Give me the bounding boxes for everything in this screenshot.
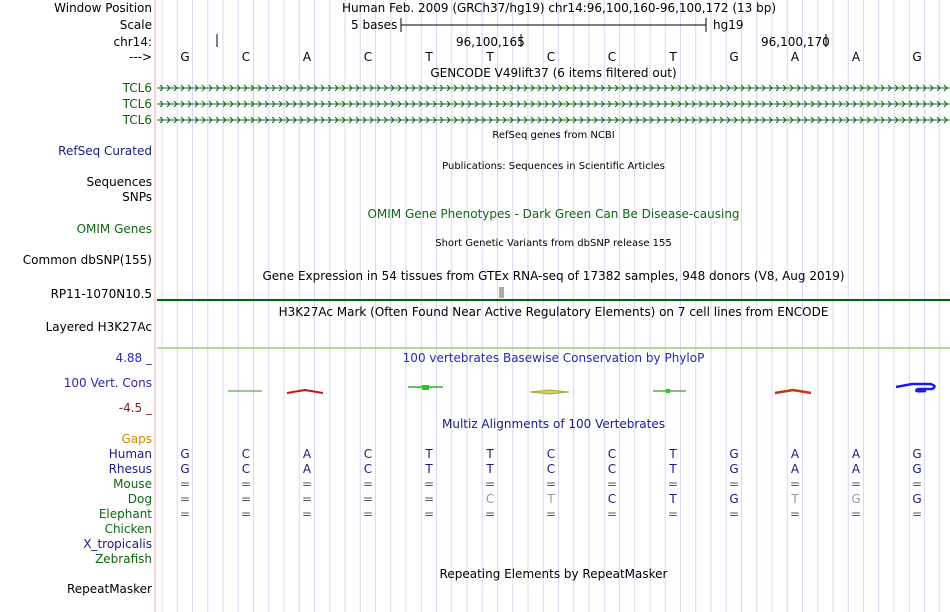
sequence-base: T <box>486 50 494 64</box>
sequence-base: G <box>180 50 190 64</box>
phylop-track-label[interactable]: 100 Vert. Cons <box>63 376 152 390</box>
species-base: A <box>851 447 861 461</box>
species-base: = <box>484 507 496 521</box>
species-base: = <box>240 507 252 521</box>
species-base: = <box>423 492 435 506</box>
species-base: T <box>486 447 494 461</box>
species-base: C <box>241 447 251 461</box>
species-base: C <box>363 447 373 461</box>
species-base: = <box>728 507 740 521</box>
species-base: T <box>547 492 555 506</box>
sequence-base: C <box>241 50 251 64</box>
species-base: = <box>240 477 252 491</box>
species-base: = <box>240 492 252 506</box>
species-base: C <box>485 492 495 506</box>
gencode-item-label[interactable]: TCL6 <box>122 113 152 127</box>
publications-snps-label[interactable]: SNPs <box>122 190 152 204</box>
species-label[interactable]: Chicken <box>104 522 152 536</box>
species-label[interactable]: Elephant <box>98 507 152 521</box>
species-base: C <box>607 447 617 461</box>
dbsnp-track-title: Short Genetic Variants from dbSNP release 155 <box>435 238 672 249</box>
species-base: = <box>850 477 862 491</box>
scale-assembly: hg19 <box>713 18 744 32</box>
phylop-mark <box>896 384 935 391</box>
omim-track-label[interactable]: OMIM Genes <box>76 222 152 236</box>
coordinate-label-1: 96,100,165 <box>456 35 525 49</box>
strand-label: ---> <box>128 50 152 64</box>
species-label[interactable]: Mouse <box>113 477 152 491</box>
species-base: = <box>423 507 435 521</box>
phylop-mark <box>287 390 323 393</box>
repeatmasker-track-title: Repeating Elements by RepeatMasker <box>439 567 668 581</box>
species-base: T <box>425 447 433 461</box>
species-base: A <box>851 462 861 476</box>
species-base: C <box>607 492 617 506</box>
publications-sequences-label[interactable]: Sequences <box>86 175 152 189</box>
species-base: = <box>362 477 374 491</box>
multiz-track-title: Multiz Alignments of 100 Vertebrates <box>441 417 666 431</box>
dbsnp-track-label[interactable]: Common dbSNP(155) <box>22 253 152 267</box>
species-base: C <box>607 462 617 476</box>
sequence-base: C <box>363 50 373 64</box>
species-base: G <box>912 462 922 476</box>
species-base: A <box>790 462 800 476</box>
species-base: T <box>486 462 494 476</box>
species-base: = <box>850 507 862 521</box>
species-label[interactable]: Zebrafish <box>95 552 152 566</box>
omim-track-title: OMIM Gene Phenotypes - Dark Green Can Be Disease-causing <box>367 207 740 221</box>
phylop-track-title: 100 vertebrates Basewise Conservation by PhyloP <box>402 351 705 365</box>
multiz-gaps-label[interactable]: Gaps <box>121 432 152 446</box>
phylop-max-value: 4.88 _ <box>115 351 152 365</box>
species-base: G <box>729 462 739 476</box>
species-base: T <box>425 462 433 476</box>
species-label[interactable]: Dog <box>127 492 152 506</box>
species-base: = <box>911 507 923 521</box>
species-base: = <box>667 477 679 491</box>
gtex-track-title: Gene Expression in 54 tissues from GTEx RNA-seq of 17382 samples, 948 donors (V8, Aug 2019) <box>262 269 845 283</box>
species-base: = <box>179 477 191 491</box>
species-base: = <box>606 507 618 521</box>
refseq-track-title: RefSeq genes from NCBI <box>492 130 615 141</box>
sequence-base: C <box>607 50 617 64</box>
sequence-base: C <box>546 50 556 64</box>
species-base: T <box>669 462 677 476</box>
window-position-value: Human Feb. 2009 (GRCh37/hg19) chr14:96,100,160-96,100,172 (13 bp) <box>342 1 777 15</box>
species-base: G <box>180 462 190 476</box>
species-base: = <box>301 477 313 491</box>
species-base: = <box>545 507 557 521</box>
species-base: C <box>363 462 373 476</box>
species-base: T <box>791 492 799 506</box>
species-base: = <box>911 477 923 491</box>
species-label[interactable]: Rhesus <box>108 462 152 476</box>
species-base: G <box>912 447 922 461</box>
species-base: G <box>912 492 922 506</box>
gencode-track-title: GENCODE V49lift37 (6 items filtered out) <box>430 66 677 80</box>
species-base: T <box>669 492 677 506</box>
species-base: T <box>669 447 677 461</box>
species-base: C <box>546 447 556 461</box>
sequence-base: T <box>669 50 677 64</box>
sequence-base: G <box>912 50 922 64</box>
species-base: = <box>484 477 496 491</box>
coordinate-label-2: 96,100,170 <box>761 35 830 49</box>
window-position-label: Window Position <box>54 1 152 15</box>
phylop-mark <box>422 385 429 390</box>
species-base: G <box>180 447 190 461</box>
species-base: = <box>606 477 618 491</box>
species-base: C <box>241 462 251 476</box>
species-base: G <box>729 447 739 461</box>
sequence-base: T <box>425 50 433 64</box>
species-base: = <box>301 492 313 506</box>
transcript-arrows <box>160 85 947 91</box>
publications-track-title: Publications: Sequences in Scientific Articles <box>442 161 665 172</box>
species-base: = <box>789 507 801 521</box>
species-base: = <box>362 492 374 506</box>
sequence-base: A <box>302 50 312 64</box>
scale-text: 5 bases <box>351 18 398 32</box>
gtex-track-label[interactable]: RP11-1070N10.5 <box>50 287 152 301</box>
refseq-track-label[interactable]: RefSeq Curated <box>58 144 152 158</box>
species-base: A <box>302 462 312 476</box>
h3k27ac-track-title: H3K27Ac Mark (Often Found Near Active Regulatory Elements) on 7 cell lines from ENCODE <box>278 305 829 319</box>
species-base: G <box>851 492 861 506</box>
species-base: = <box>545 477 557 491</box>
species-base: = <box>362 507 374 521</box>
species-base: A <box>790 447 800 461</box>
sequence-base: G <box>729 50 739 64</box>
transcript-arrows <box>160 101 947 107</box>
species-base: = <box>301 507 313 521</box>
species-base: = <box>179 492 191 506</box>
scale-label: Scale <box>119 18 152 32</box>
repeatmasker-track-label[interactable]: RepeatMasker <box>66 582 152 596</box>
gencode-item-label[interactable]: TCL6 <box>122 81 152 95</box>
species-base: = <box>789 477 801 491</box>
species-base: = <box>728 477 740 491</box>
sequence-base: A <box>790 50 800 64</box>
species-label[interactable]: X_tropicalis <box>83 537 152 551</box>
species-base: A <box>302 447 312 461</box>
phylop-mark <box>775 390 811 393</box>
species-base: G <box>729 492 739 506</box>
gtex-bar <box>499 287 504 298</box>
sequence-base: A <box>851 50 861 64</box>
chrom-label: chr14: <box>113 35 152 49</box>
phylop-min-value: -4.5 _ <box>118 401 152 415</box>
phylop-mark <box>530 390 569 394</box>
species-base: = <box>423 477 435 491</box>
species-base: = <box>179 507 191 521</box>
species-base: C <box>546 462 556 476</box>
phylop-mark <box>666 389 670 393</box>
species-base: = <box>667 507 679 521</box>
h3k27ac-track-label[interactable]: Layered H3K27Ac <box>45 320 152 334</box>
species-label[interactable]: Human <box>108 447 152 461</box>
gencode-item-label[interactable]: TCL6 <box>122 97 152 111</box>
transcript-arrows <box>160 117 947 123</box>
